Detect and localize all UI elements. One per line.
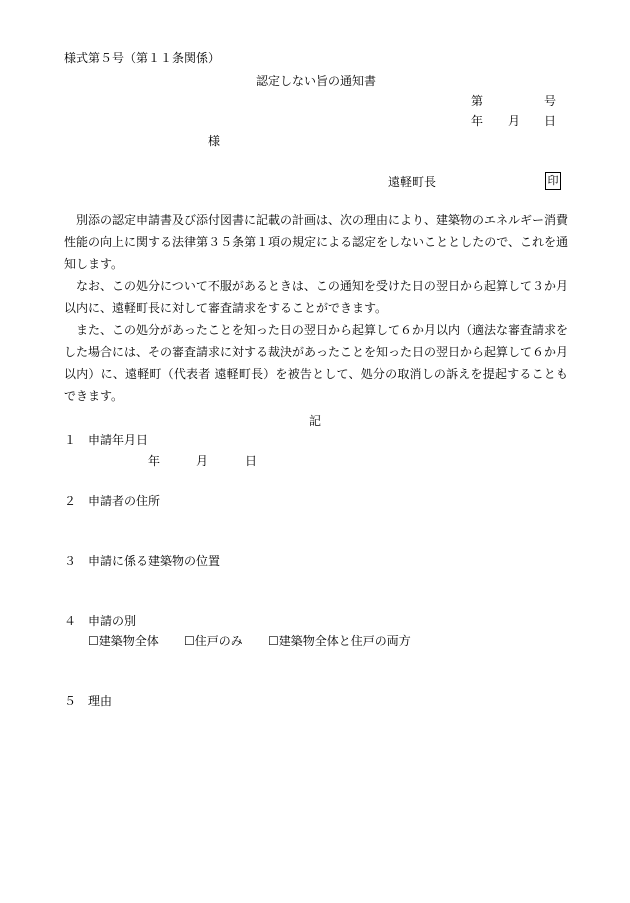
option-whole-building[interactable]: ☐建築物全体	[88, 634, 159, 648]
option-dwelling-only[interactable]: ☐住戸のみ	[184, 634, 243, 648]
ki-heading: 記	[309, 414, 322, 428]
addressee-suffix: 様	[208, 134, 221, 148]
notice-body	[64, 209, 568, 407]
item-1-year: 年	[148, 454, 161, 468]
date-month: 月	[508, 114, 521, 128]
item-4-label: ４ 申請の別	[64, 614, 137, 628]
notice-paragraph-3: また、この処分があったことを知った日の翌日から起算して６か月以内（適法な審査請求をした場合には、その審査請求に対する裁決があったことを知った日の翌日から起算して６か月以内）に、遠軽町（代表者 遠軽町長）を被告として、処分の取消しの訴えを提起することもできます。	[64, 323, 568, 403]
item-3-label: ３ 申請に係る建築物の位置	[64, 554, 221, 568]
date-day: 日	[544, 114, 557, 128]
issuer: 遠軽町長	[388, 175, 437, 189]
item-1-day: 日	[245, 454, 258, 468]
notice-paragraph-1: 別添の認定申請書及び添付図書に記載の計画は、次の理由により、建築物のエネルギー消費性能の向上に関する法律第３５条第１項の規定による認定をしないこととしたので、これを通知します。	[64, 213, 569, 271]
item-5-label: ５ 理由	[64, 694, 113, 708]
item-1-label: １ 申請年月日	[64, 433, 149, 447]
notice-paragraph-2: なお、この処分について不服があるときは、この通知を受けた日の翌日から起算して３か月以内に、遠軽町長に対して審査請求をすることができます。	[64, 279, 568, 315]
seal-box: 印	[545, 172, 561, 190]
item-1-month: 月	[196, 454, 209, 468]
number-suffix: 号	[544, 94, 557, 108]
option-both[interactable]: ☐建築物全体と住戸の両方	[268, 634, 411, 648]
date-year: 年	[471, 114, 484, 128]
document-title: 認定しない旨の通知書	[256, 74, 377, 88]
number-prefix: 第	[471, 94, 484, 108]
item-2-label: ２ 申請者の住所	[64, 494, 161, 508]
form-number: 様式第５号（第１１条関係）	[64, 51, 221, 65]
